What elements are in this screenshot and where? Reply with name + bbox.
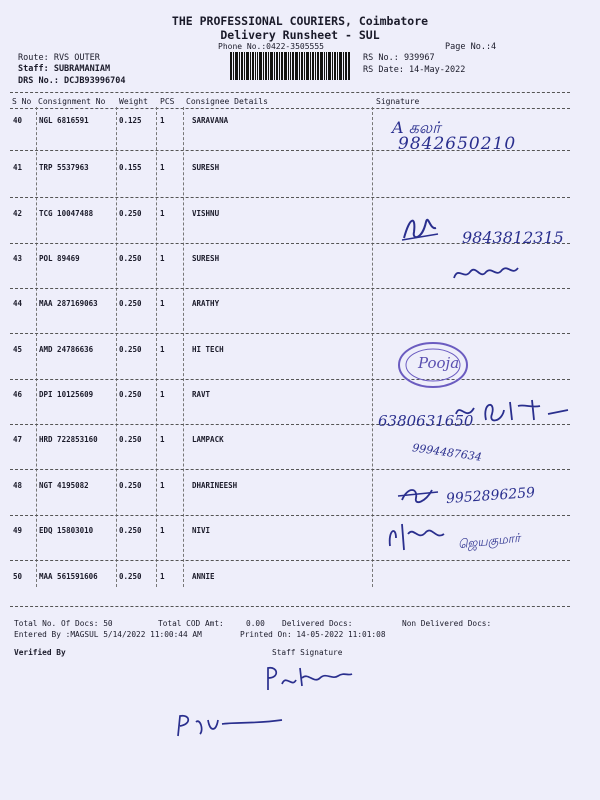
row-consignee: SARAVANA [192, 116, 229, 125]
row-consignee: LAMPACK [192, 435, 224, 444]
table-row [0, 299, 600, 313]
page-number: Page No.:4 [445, 42, 497, 52]
row-pcs: 1 [160, 116, 165, 125]
row-sno: 45 [13, 345, 23, 354]
col-sno: S No [12, 97, 32, 106]
row-consignee: RAVT [192, 390, 211, 399]
handwritten-phone: 9994487634 [411, 441, 483, 464]
entered-by: Entered By :MAGSUL 5/14/2022 11:00:44 AM [14, 630, 202, 639]
rs-date: RS Date: 14-May-2022 [363, 65, 466, 75]
row-weight: 0.155 [119, 163, 142, 172]
row-sno: 50 [13, 572, 23, 581]
row-pcs: 1 [160, 526, 165, 535]
row-weight: 0.250 [119, 345, 142, 354]
total-cod-label: Total COD Amt: [158, 619, 224, 628]
delivered-docs: Delivered Docs: [282, 619, 353, 628]
rs-number: RS No.: 939967 [363, 53, 435, 63]
row-consignment: MAA 561591606 [39, 572, 98, 581]
table-row [0, 163, 600, 177]
row-consignment: HRD 722853160 [39, 435, 98, 444]
handwritten-note: A கலர் [392, 118, 441, 137]
handwritten-name: ஜெயகுமார் [457, 530, 521, 552]
row-divider [10, 197, 570, 198]
drs-number: DRS No.: DCJB93996704 [18, 76, 126, 86]
row-pcs: 1 [160, 390, 165, 399]
document-title: THE PROFESSIONAL COURIERS, Coimbatore [171, 14, 429, 28]
row-divider [10, 515, 570, 516]
printed-on: Printed On: 14-05-2022 11:01:08 [240, 630, 386, 639]
row-weight: 0.250 [119, 254, 142, 263]
col-weight: Weight [119, 97, 148, 106]
total-cod-value: 0.00 [246, 619, 265, 628]
document-subtitle: Delivery Runsheet - SUL [220, 28, 380, 42]
col-consignment: Consignment No [38, 97, 106, 106]
table-row [0, 572, 600, 586]
staff-label: Staff: SUBRAMANIAM [18, 64, 111, 74]
row-weight: 0.250 [119, 209, 142, 218]
row-pcs: 1 [160, 345, 165, 354]
row-sno: 41 [13, 163, 23, 172]
row-consignee: VISHNU [192, 209, 220, 218]
row-consignment: POL 89469 [39, 254, 80, 263]
verified-by: Verified By [14, 648, 66, 657]
row-consignment: NGL 6816591 [39, 116, 89, 125]
signature-scribble [450, 262, 522, 286]
row-pcs: 1 [160, 435, 165, 444]
row-consignment: NGT 4195082 [39, 481, 89, 490]
row-divider [10, 288, 570, 289]
row-pcs: 1 [160, 209, 165, 218]
staff-signature [262, 664, 354, 694]
staff-signature-label: Staff Signature [272, 648, 343, 657]
row-divider [10, 560, 570, 561]
divider [10, 108, 570, 109]
row-consignment: EDQ 15803010 [39, 526, 94, 535]
row-weight: 0.250 [119, 435, 142, 444]
col-signature: Signature [376, 97, 420, 106]
row-sno: 49 [13, 526, 23, 535]
row-consignee: ANNIE [192, 572, 215, 581]
stamp-signature: Pooja [418, 354, 460, 372]
row-pcs: 1 [160, 299, 165, 308]
row-weight: 0.250 [119, 299, 142, 308]
row-sno: 46 [13, 390, 23, 399]
table-row [0, 435, 600, 449]
row-divider [10, 379, 570, 380]
row-weight: 0.250 [119, 572, 142, 581]
row-sno: 47 [13, 435, 23, 444]
row-weight: 0.125 [119, 116, 142, 125]
row-weight: 0.250 [119, 526, 142, 535]
table-row [0, 209, 600, 223]
phone-number: Phone No.:0422-3505555 [218, 42, 324, 51]
handwritten-phone: 9952896259 [445, 484, 536, 508]
row-divider [10, 606, 570, 607]
handwritten-phone: 9843812315 [462, 228, 564, 247]
row-consignee: SURESH [192, 254, 220, 263]
non-delivered-docs: Non Delivered Docs: [402, 619, 492, 628]
signature-scribble [386, 520, 452, 554]
row-consignment: DPI 10125609 [39, 390, 94, 399]
row-sno: 43 [13, 254, 23, 263]
handwritten-phone: 6380631650 [378, 412, 474, 430]
row-divider [10, 333, 570, 334]
row-consignee: SURESH [192, 163, 220, 172]
signature-scribble [452, 396, 572, 426]
signature-scribble [400, 210, 440, 250]
row-weight: 0.250 [119, 481, 142, 490]
total-docs: Total No. Of Docs: 50 [14, 619, 113, 628]
row-pcs: 1 [160, 572, 165, 581]
row-consignee: HI TECH [192, 345, 224, 354]
row-sno: 44 [13, 299, 23, 308]
row-consignee: ARATHY [192, 299, 220, 308]
row-pcs: 1 [160, 163, 165, 172]
row-pcs: 1 [160, 481, 165, 490]
row-sno: 42 [13, 209, 23, 218]
barcode [230, 52, 350, 80]
divider [10, 92, 570, 93]
col-pcs: PCS [160, 97, 175, 106]
row-sno: 40 [13, 116, 23, 125]
signature-scribble [398, 484, 438, 506]
row-pcs: 1 [160, 254, 165, 263]
row-consignee: DHARINEESH [192, 481, 238, 490]
row-consignment: AMD 24786636 [39, 345, 94, 354]
table-row [0, 345, 600, 359]
table-row [0, 116, 600, 130]
row-sno: 48 [13, 481, 23, 490]
row-consignee: NIVI [192, 526, 211, 535]
col-consignee: Consignee Details [186, 97, 268, 106]
verifier-signature [174, 712, 286, 738]
row-divider [10, 469, 570, 470]
row-consignment: TRP 5537963 [39, 163, 89, 172]
row-consignment: MAA 287169063 [39, 299, 98, 308]
handwritten-phone: 9842650210 [398, 134, 517, 154]
row-consignment: TCG 10047488 [39, 209, 94, 218]
route-label: Route: RVS OUTER [18, 53, 100, 63]
row-weight: 0.250 [119, 390, 142, 399]
